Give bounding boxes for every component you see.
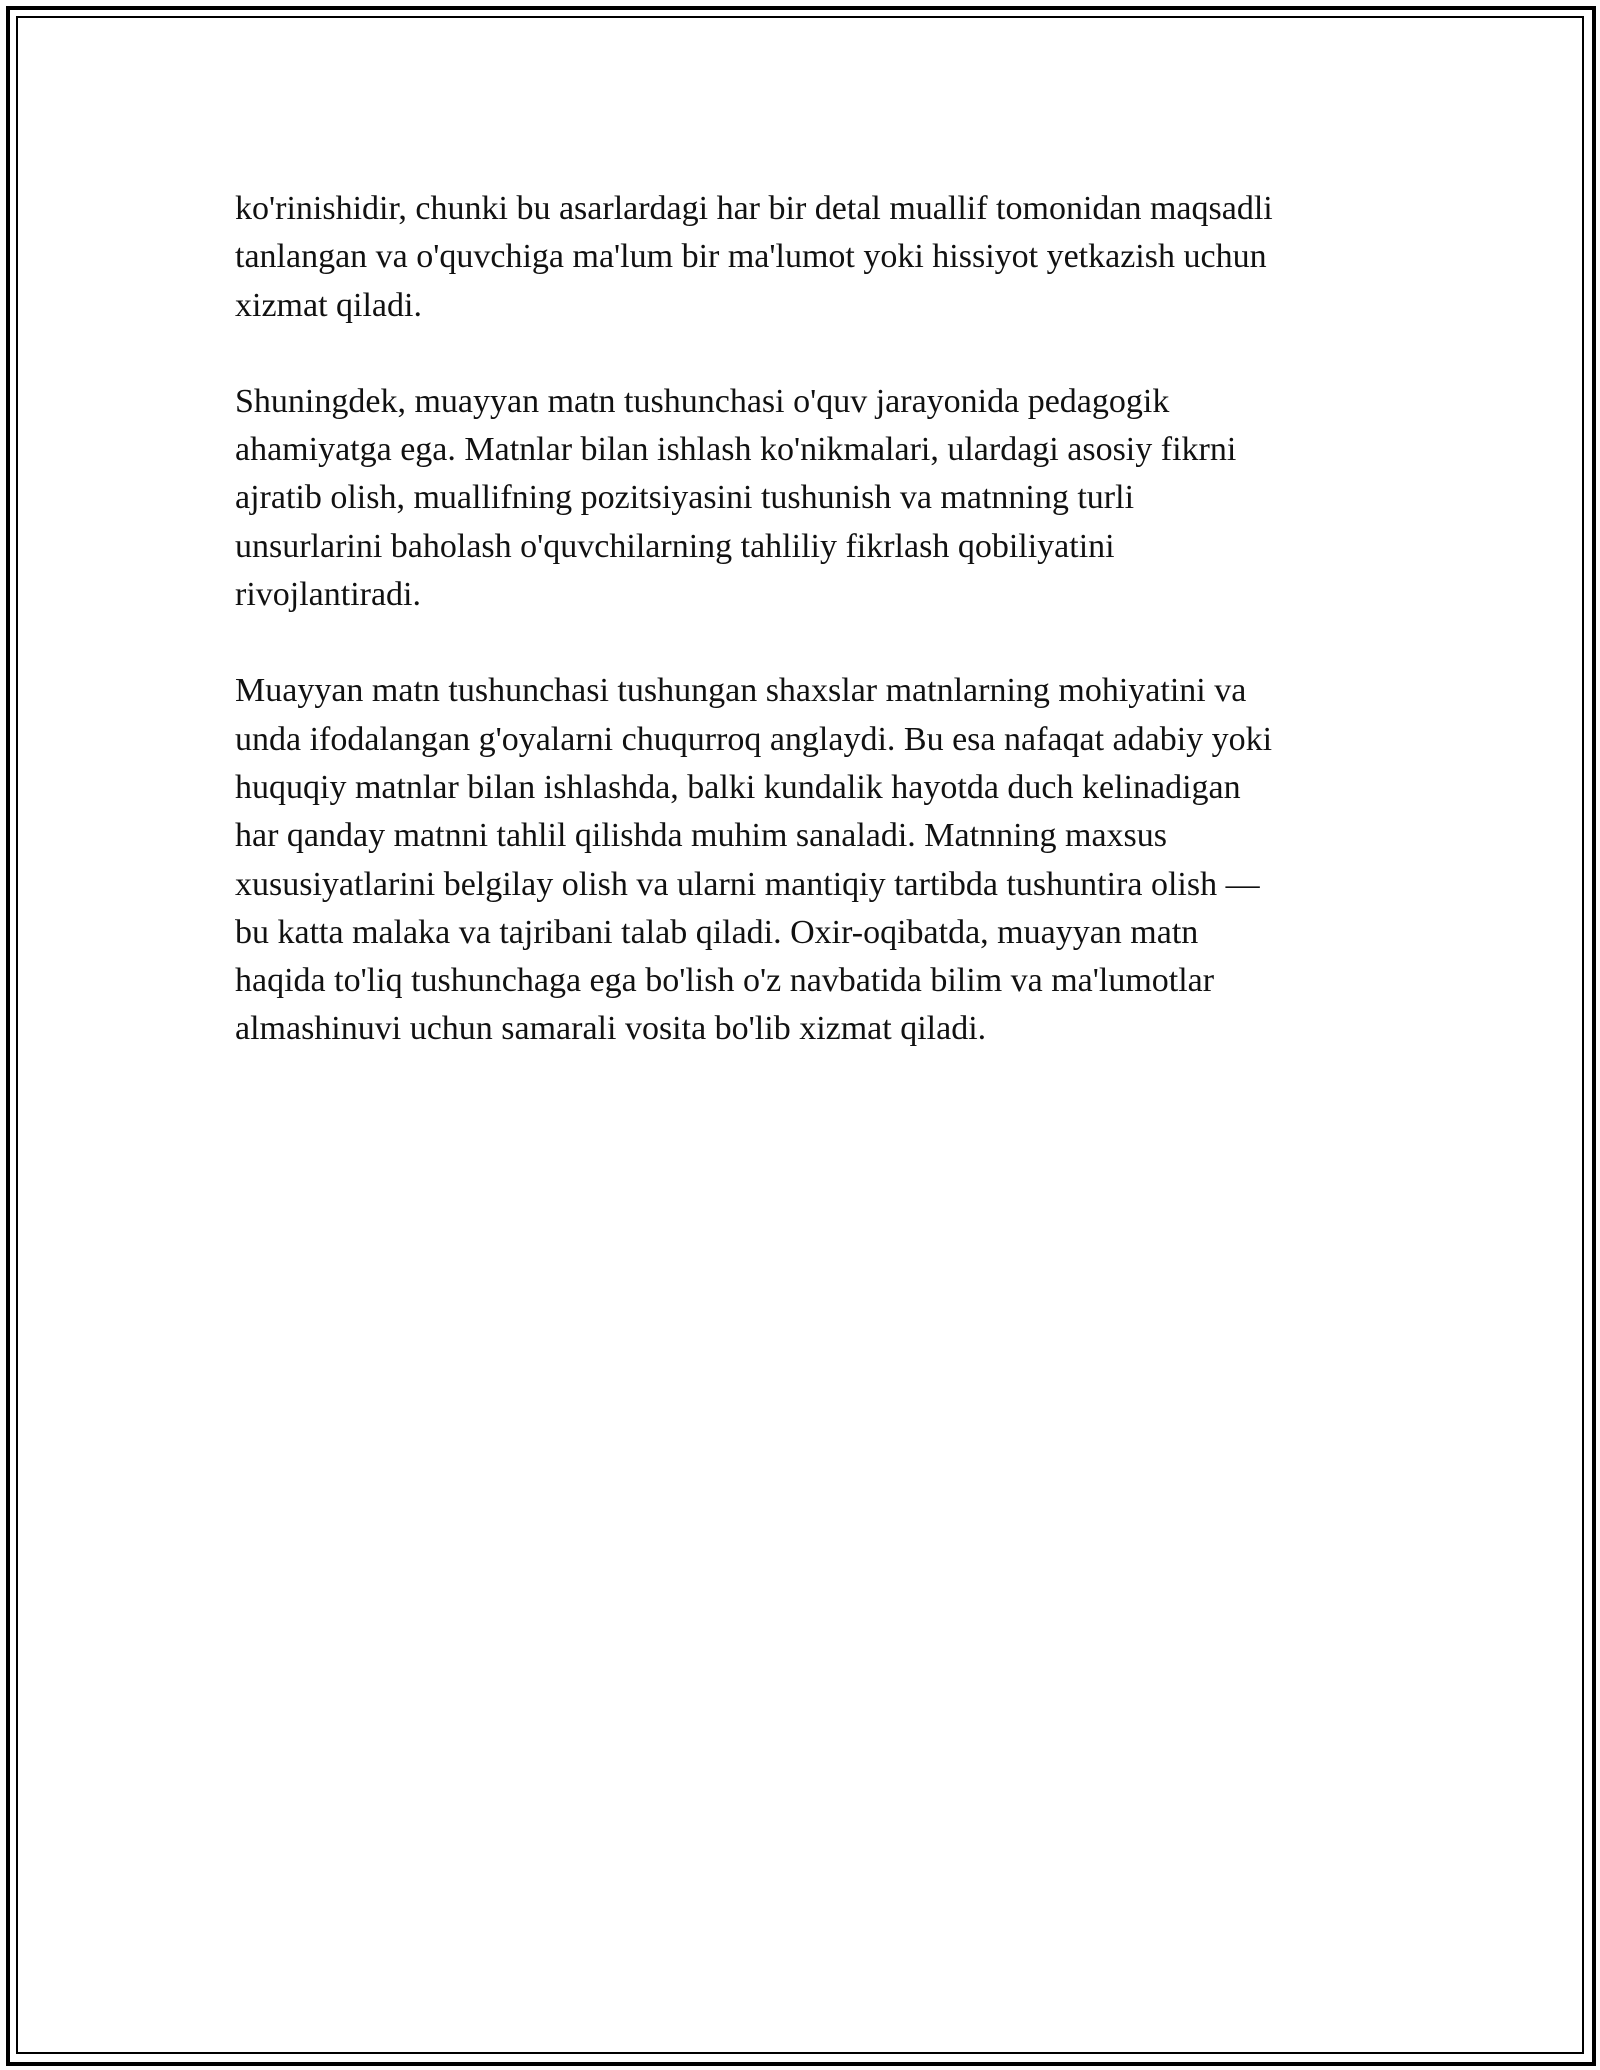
text-line: rivojlantiradi. [235,576,422,614]
text-line: almashinuvi uchun samarali vosita bo'lib xizmat qiladi. [235,1010,987,1048]
text-line: unsurlarini baholash o'quvchilarning tahliliy fikrlash qobiliyatini [235,527,1115,565]
text-line: bu katta malaka va tajribani talab qiladi. Oxir-oqibatda, muayyan matn [235,913,1199,951]
text-line: ko'rinishidir, chunki bu asarlardagi har bir detal muallif tomonidan maqsadli [235,190,1273,227]
text-line: unda ifodalangan g'oyalarni chuqurroq anglaydi. Bu esa nafaqat adabiy yoki [235,720,1273,758]
text-line: Muayyan matn tushunchasi tushungan shaxslar matnlarning mohiyatini va [235,672,1247,710]
text-line: har qanday matnni tahlil qilishda muhim sanaladi. Matnning maxsus [235,817,1168,855]
paragraph-3 [235,667,1365,1053]
text-line: haqida to'liq tushunchaga ega bo'lish o'z navbatida bilim va ma'lumotlar [235,962,1215,1000]
text-line: xususiyatlarini belgilay olish va ularni mantiqiy tartibda tushuntira olish — [235,865,1260,903]
text-line: xizmat qiladi. [235,286,422,324]
text-line: huquqiy matnlar bilan ishlashda, balki kundalik hayotda duch kelinadigan [235,768,1241,806]
paragraph-2 [235,378,1365,619]
document-body [235,185,1365,1102]
text-line: tanlangan va o'quvchiga ma'lum bir ma'lumot yoki hissiyot yetkazish uchun [235,238,1267,276]
text-line: ahamiyatga ega. Matnlar bilan ishlash ko'nikmalari, ulardagi asosiy fikrni [235,431,1237,469]
text-line: Shuningdek, muayyan matn tushunchasi o'quv jarayonida pedagogik [235,382,1170,420]
paragraph-1 [235,185,1365,330]
text-line: ajratib olish, muallifning pozitsiyasini tushunish va matnning turli [235,479,1135,517]
